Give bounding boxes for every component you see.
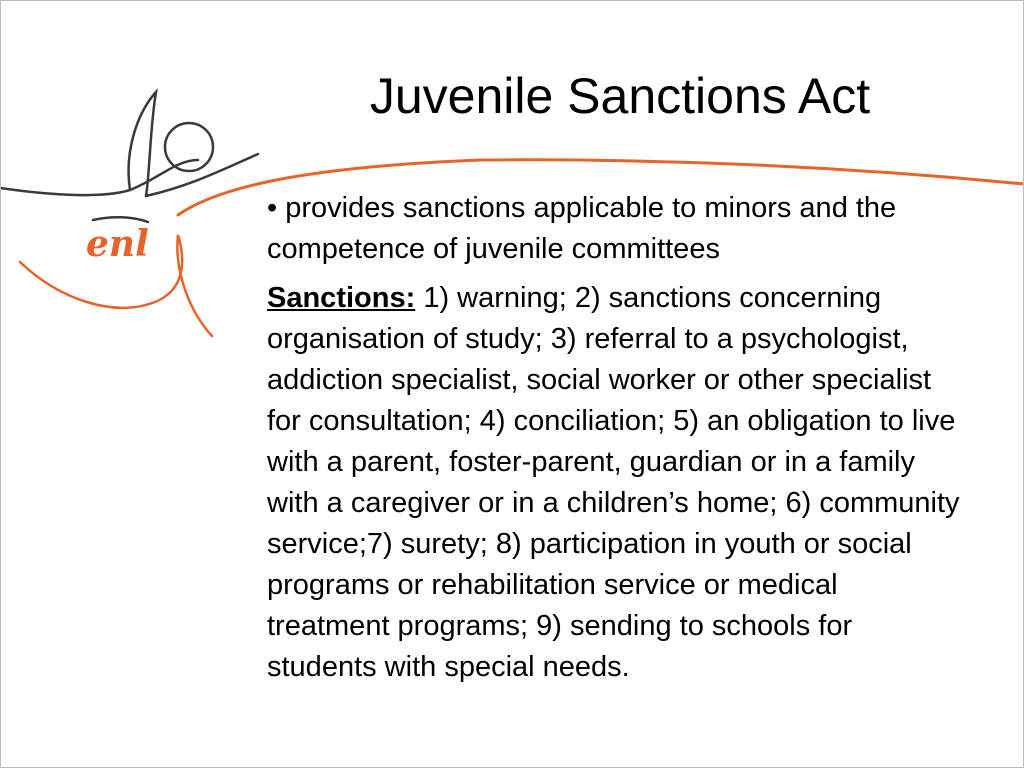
sanction-item: 9) sending to schools for students with special needs. bbox=[267, 610, 853, 683]
sanction-item: 1) warning; bbox=[423, 282, 567, 314]
sanctions-paragraph bbox=[267, 278, 967, 688]
bullet-text: provides sanctions applicable to minors and the competence of juvenile committees bbox=[267, 192, 897, 265]
bullet-item bbox=[267, 188, 967, 270]
sanction-item: 6) community service;7) surety; bbox=[267, 487, 960, 560]
slide-title: Juvenile Sanctions Act bbox=[369, 68, 871, 124]
sanction-item: 2) sanctions concerning organisation of study; bbox=[267, 282, 882, 355]
sanction-item: 8) participation in youth or social programs or rehabilitation service or medical treatment programs; bbox=[267, 528, 912, 642]
slide-body bbox=[267, 188, 967, 688]
logo-text: enl bbox=[86, 223, 149, 265]
sanctions-label: Sanctions: bbox=[267, 282, 416, 314]
sanction-item: 4) conciliation; bbox=[479, 405, 666, 437]
logo-mark-line bbox=[93, 217, 148, 222]
bullet-symbol: • bbox=[267, 192, 278, 224]
sanction-item: 5) an obligation to live with a parent, foster-parent, guardian or in a family with a caregiver or in a children’s home; bbox=[267, 405, 956, 519]
figure-head bbox=[165, 123, 213, 171]
sanction-item: 3) referral to a psychologist, addiction specialist, social worker or other specialist for consultation; bbox=[267, 323, 932, 437]
figure-body bbox=[146, 154, 258, 196]
